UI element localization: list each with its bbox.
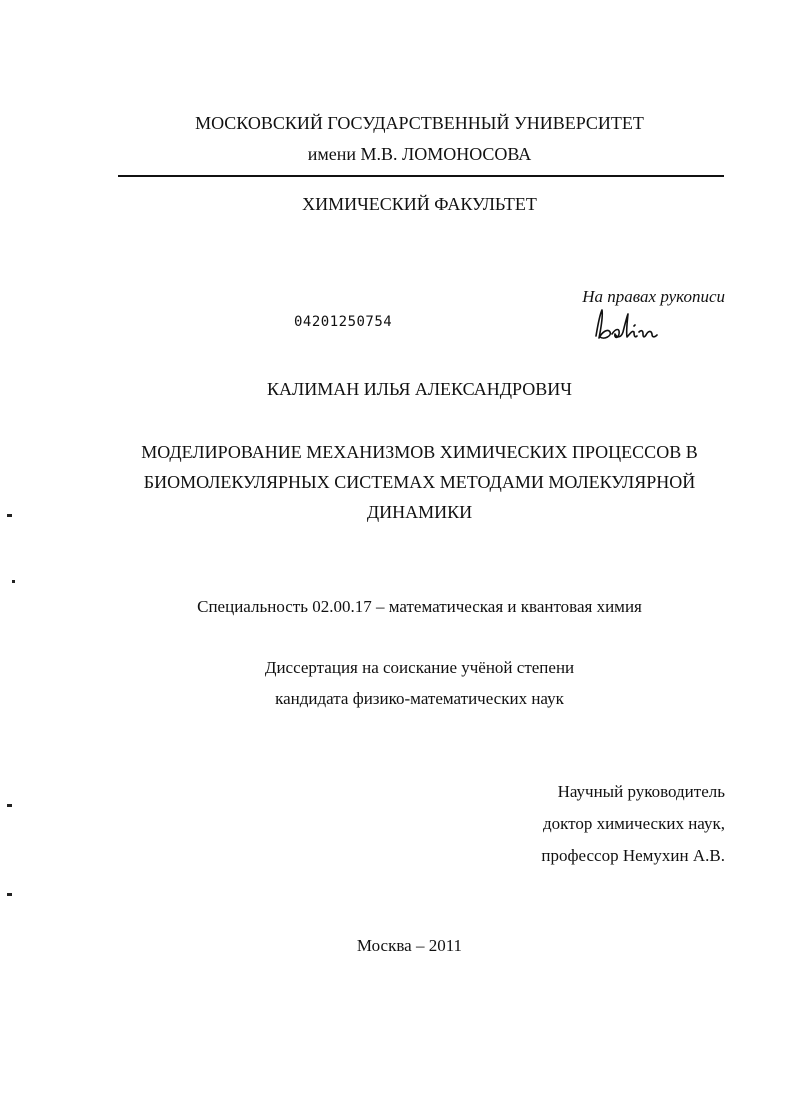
- university-name: МОСКОВСКИЙ ГОСУДАРСТВЕННЫЙ УНИВЕРСИТЕТ: [195, 113, 644, 133]
- degree-line-1: Диссертация на соискание учёной степени: [264, 658, 575, 677]
- specialty: Специальность 02.00.17 – математическая и квантовая химия: [197, 597, 642, 616]
- manuscript-rights-label: На правах рукописи: [582, 287, 725, 306]
- faculty-name: ХИМИЧЕСКИЙ ФАКУЛЬТЕТ: [302, 194, 537, 214]
- supervisor-degree: доктор химических наук,: [542, 814, 725, 833]
- scan-mark: [7, 804, 12, 807]
- degree-line-2: кандидата физико-математических наук: [275, 689, 564, 708]
- supervisor-name: профессор Немухин А.В.: [541, 846, 725, 865]
- dissertation-title-line-3: ДИНАМИКИ: [366, 502, 473, 522]
- inventory-number: 04201250754: [294, 314, 393, 330]
- scan-mark: [12, 580, 15, 583]
- city-year: Москва – 2011: [356, 936, 463, 955]
- dissertation-title-line-1: МОДЕЛИРОВАНИЕ МЕХАНИЗМОВ ХИМИЧЕСКИХ ПРОЦЕССОВ В: [141, 442, 698, 462]
- dissertation-title-line-2: БИОМОЛЕКУЛЯРНЫХ СИСТЕМАХ МЕТОДАМИ МОЛЕКУЛЯРНОЙ: [143, 472, 696, 492]
- supervisor-title: Научный руководитель: [557, 782, 725, 801]
- author-signature-icon: [590, 306, 660, 346]
- scan-mark: [7, 514, 12, 517]
- university-named-after: имени М.В. ЛОМОНОСОВА: [307, 144, 532, 164]
- author-name: КАЛИМАН ИЛЬЯ АЛЕКСАНДРОВИЧ: [267, 379, 572, 399]
- scan-mark: [7, 893, 12, 896]
- header-divider: [118, 175, 724, 177]
